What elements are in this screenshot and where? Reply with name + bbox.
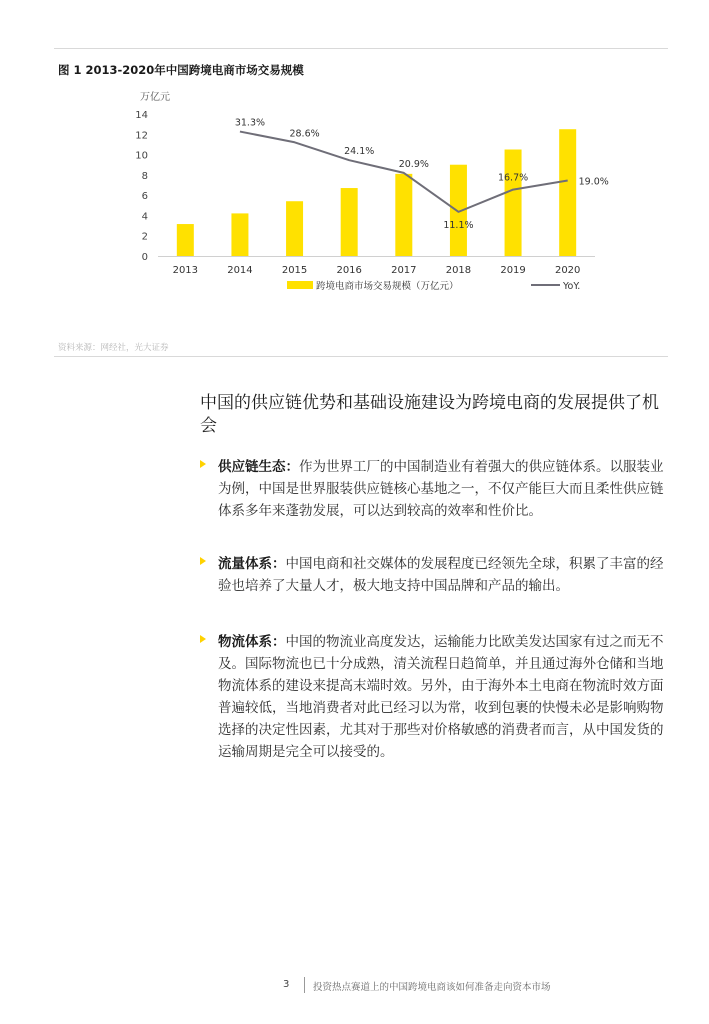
y-tick-label: 10 bbox=[135, 150, 148, 162]
bar-2015 bbox=[286, 201, 303, 256]
x-tick-label: 2013 bbox=[172, 265, 199, 276]
bar-2014 bbox=[231, 213, 248, 256]
chart bbox=[0, 0, 709, 330]
y-tick-label: 12 bbox=[135, 130, 148, 142]
legend-line-label: YoY. bbox=[563, 281, 581, 292]
bullet-logistics bbox=[200, 631, 670, 763]
yoy-data-label: 20.9% bbox=[398, 158, 429, 170]
bullet-body: 中国的物流业高度发达，运输能力比欧美发达国家有过之而无不及。国际物流也已十分成熟，清关流程日趋简单，并且通过海外仓储和当地物流体系的建设来提高末端时效。另外，由于海外本土电商在物流时效方面普遍较低，当地消费者对此已经习以为常，收到包裹的快慢未必是影响购物选择的决定性因素，尤其对于那些对价格敏感的消费者而言，从中国发货的运输周期是完全可以接受的。 bbox=[218, 634, 664, 760]
bar-2017 bbox=[395, 174, 412, 256]
triangle-bullet-icon bbox=[200, 557, 206, 565]
y-tick-label: 14 bbox=[135, 110, 148, 121]
bar-2016 bbox=[341, 188, 358, 256]
bullet-term: 流量体系： bbox=[218, 556, 286, 572]
x-tick-label: 2018 bbox=[445, 265, 472, 276]
bullet-text bbox=[218, 553, 670, 597]
yoy-data-label: 24.1% bbox=[344, 146, 375, 158]
y-tick-label: 4 bbox=[141, 211, 148, 223]
bar-2020 bbox=[559, 129, 576, 256]
yoy-data-label: 11.1% bbox=[443, 219, 474, 231]
y-tick-label: 0 bbox=[141, 252, 148, 263]
middle-rule bbox=[54, 356, 668, 357]
figure-source: 资料来源：网经社，光大证券 bbox=[58, 343, 169, 353]
y-tick-label: 2 bbox=[141, 231, 148, 243]
page-number: 3 bbox=[283, 979, 290, 990]
figure-title: 图 1 2013-2020年中国跨境电商市场交易规模 bbox=[58, 63, 304, 77]
legend-bar-label: 跨境电商市场交易规模（万亿元） bbox=[316, 281, 459, 292]
legend-bar-swatch bbox=[287, 281, 313, 289]
triangle-bullet-icon bbox=[200, 460, 206, 468]
yoy-data-label: 16.7% bbox=[497, 172, 529, 184]
x-tick-label: 2017 bbox=[391, 265, 417, 276]
y-axis-unit-label: 万亿元 bbox=[140, 92, 170, 103]
bullet-body: 中国电商和社交媒体的发展程度已经领先全球，积累了丰富的经验也培养了大量人才，极大地支持中国品牌和产品的输出。 bbox=[218, 556, 664, 594]
bullet-text bbox=[218, 456, 670, 522]
bullet-term: 供应链生态： bbox=[218, 459, 299, 475]
x-tick-label: 2014 bbox=[227, 265, 253, 276]
page-footer bbox=[0, 977, 709, 997]
yoy-data-label: 31.3% bbox=[234, 117, 266, 129]
y-tick-label: 8 bbox=[141, 170, 148, 182]
bullet-text bbox=[218, 631, 670, 763]
footer-divider bbox=[304, 977, 305, 993]
bullet-supply-chain bbox=[200, 456, 670, 522]
footer-title: 投资热点赛道上的中国跨境电商该如何准备走向资本市场 bbox=[313, 982, 551, 993]
bullet-body: 作为世界工厂的中国制造业有着强大的供应链体系。以服装业为例，中国是世界服装供应链核心基地之一，不仅产能巨大而且柔性供应链体系多年来蓬勃发展，可以达到较高的效率和性价比。 bbox=[218, 459, 664, 519]
x-tick-label: 2020 bbox=[554, 265, 581, 276]
bullet-traffic bbox=[200, 553, 670, 597]
x-tick-label: 2019 bbox=[500, 265, 526, 276]
yoy-data-label: 28.6% bbox=[289, 128, 320, 140]
triangle-bullet-icon bbox=[200, 635, 206, 643]
y-tick-label: 6 bbox=[141, 191, 148, 203]
section-heading: 中国的供应链优势和基础设施建设为跨境电商的发展提供了机会 bbox=[200, 393, 659, 436]
x-tick-label: 2015 bbox=[281, 265, 308, 276]
bar-2019 bbox=[505, 150, 522, 257]
yoy-data-label: 19.0% bbox=[578, 176, 609, 188]
x-tick-label: 2016 bbox=[336, 265, 362, 276]
bar-2013 bbox=[177, 224, 194, 256]
bullet-term: 物流体系： bbox=[218, 634, 286, 650]
